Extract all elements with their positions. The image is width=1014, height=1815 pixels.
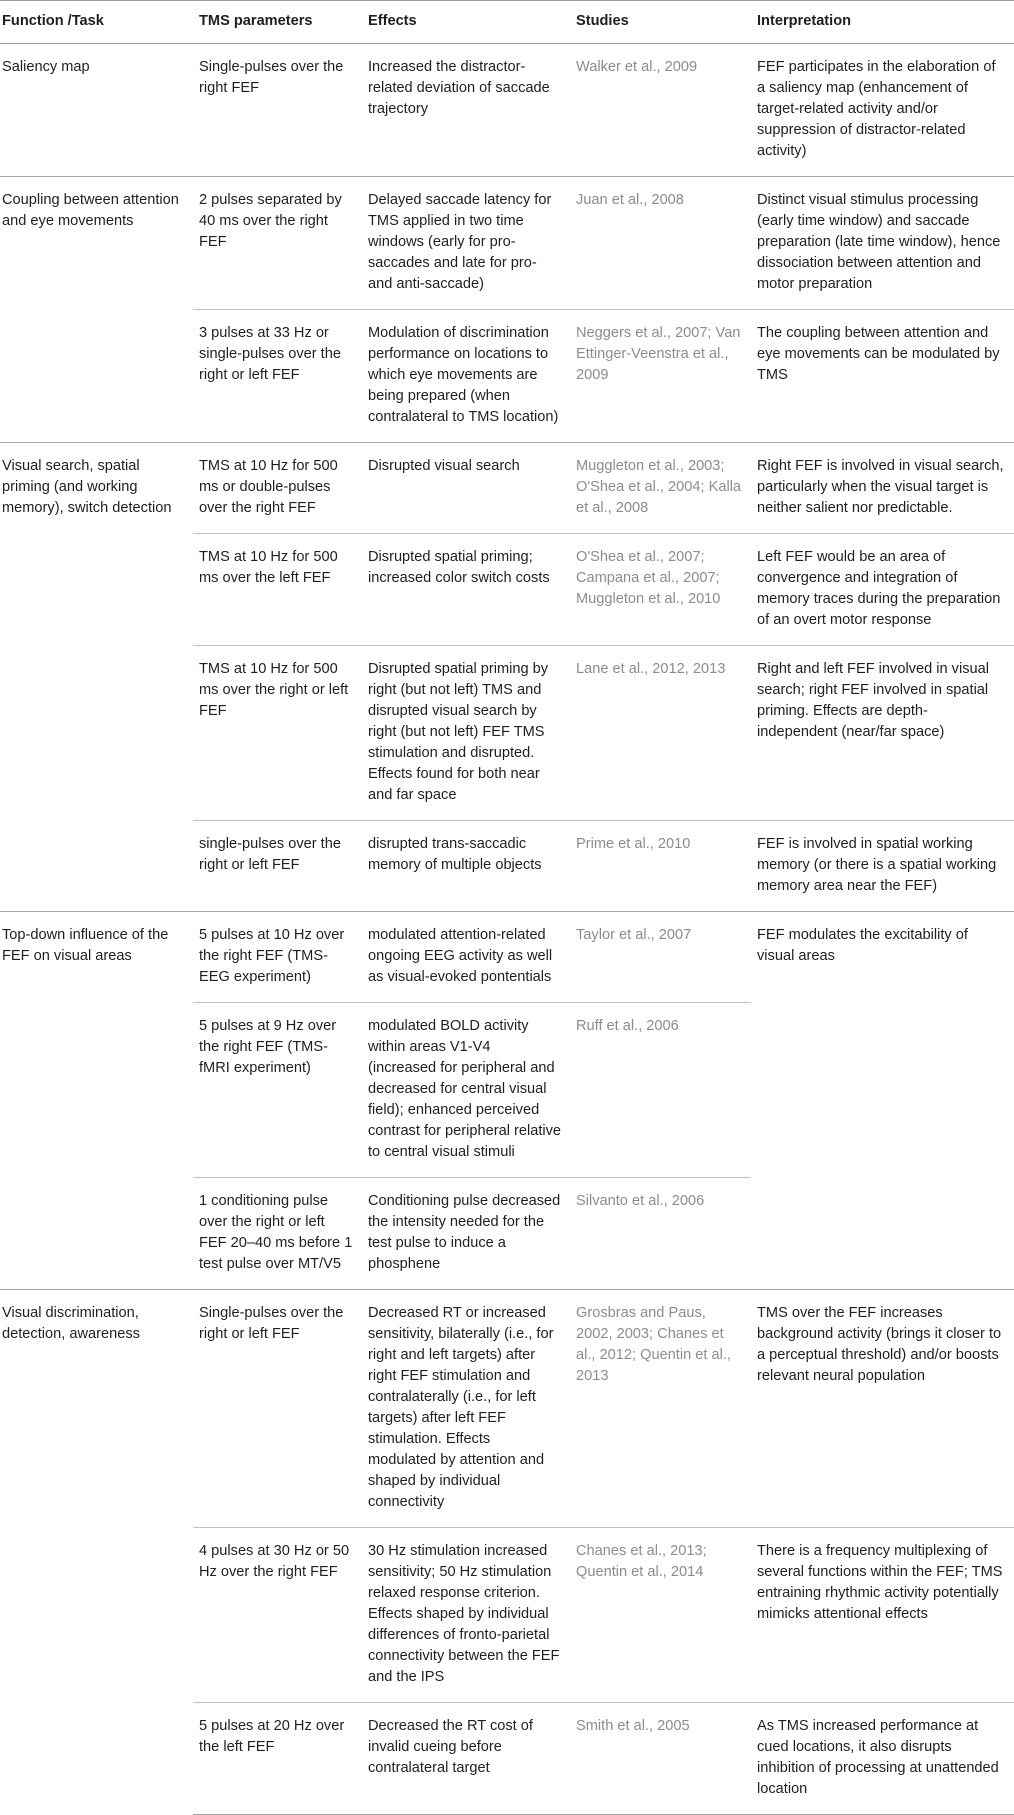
params-cell: 5 pulses at 20 Hz over the left FEF [193,1703,362,1815]
interpretation-cell: FEF modulates the excitability of visual areas [751,912,1014,1290]
header-row [0,1,1014,44]
effects-cell: Decreased RT or increased sensitivity, bilaterally (i.e., for right and left targets) after right FEF stimulation and contralaterally (i.e., for left targets) after left FEF stimulation. Effects modulated by attention and shaped by individual connectivity [362,1290,570,1528]
params-cell: 5 pulses at 10 Hz over the right FEF (TMS-EEG experiment) [193,912,362,1003]
table-row [0,44,1014,177]
interpretation-cell: FEF participates in the elaboration of a saliency map (enhancement of target-related activity and/or suppression of distractor-related activity) [751,44,1014,177]
effects-cell: 30 Hz stimulation increased sensitivity; 50 Hz stimulation relaxed response criterion. Effects shaped by individual differences of fronto-parietal connectivity between the FEF and the IPS [362,1528,570,1703]
params-cell: 5 pulses at 9 Hz over the right FEF (TMS-fMRI experiment) [193,1003,362,1178]
studies-cell: Prime et al., 2010 [570,821,751,912]
effects-cell: Disrupted visual search [362,443,570,534]
studies-cell: Walker et al., 2009 [570,44,751,177]
studies-cell: Juan et al., 2008 [570,177,751,310]
studies-cell: Muggleton et al., 2003; O'Shea et al., 2004; Kalla et al., 2008 [570,443,751,534]
table-row [0,912,1014,1003]
params-cell: 1 conditioning pulse over the right or left FEF 20–40 ms before 1 test pulse over MT/V5 [193,1178,362,1290]
table-row [0,177,1014,310]
studies-cell: Chanes et al., 2013; Quentin et al., 2014 [570,1528,751,1703]
function-cell: Visual discrimination, detection, awareness [0,1290,193,1815]
header-interpretation: Interpretation [751,1,1014,44]
header-effects: Effects [362,1,570,44]
studies-cell: Taylor et al., 2007 [570,912,751,1003]
params-cell: 4 pulses at 30 Hz or 50 Hz over the right FEF [193,1528,362,1703]
function-cell: Coupling between attention and eye movements [0,177,193,443]
effects-cell: modulated attention-related ongoing EEG activity as well as visual-evoked pontentials [362,912,570,1003]
interpretation-cell: Right and left FEF involved in visual search; right FEF involved in spatial priming. Effects are depth-independent (near/far space) [751,646,1014,821]
effects-cell: Disrupted spatial priming; increased color switch costs [362,534,570,646]
interpretation-cell: There is a frequency multiplexing of several functions within the FEF; TMS entraining rhythmic activity potentially mimicks attentional effects [751,1528,1014,1703]
table-row [0,443,1014,534]
studies-cell: Lane et al., 2012, 2013 [570,646,751,821]
effects-cell: Modulation of discrimination performance on locations to which eye movements are being prepared (when contralateral to TMS location) [362,310,570,443]
params-cell: Single-pulses over the right FEF [193,44,362,177]
interpretation-cell: Distinct visual stimulus processing (early time window) and saccade preparation (late time window), hence dissociation between attention and motor preparation [751,177,1014,310]
interpretation-cell: As TMS increased performance at cued locations, it also disrupts inhibition of processing at unattended location [751,1703,1014,1815]
studies-cell: Smith et al., 2005 [570,1703,751,1815]
params-cell: 3 pulses at 33 Hz or single-pulses over the right or left FEF [193,310,362,443]
params-cell: single-pulses over the right or left FEF [193,821,362,912]
studies-cell: Ruff et al., 2006 [570,1003,751,1178]
effects-cell: modulated BOLD activity within areas V1-V4 (increased for peripheral and decreased for central visual field); enhanced perceived contrast for peripheral relative to central visual stimuli [362,1003,570,1178]
params-cell: TMS at 10 Hz for 500 ms over the left FEF [193,534,362,646]
interpretation-cell: TMS over the FEF increases background activity (brings it closer to a perceptual threshold) and/or boosts relevant neural population [751,1290,1014,1528]
params-cell: 2 pulses separated by 40 ms over the right FEF [193,177,362,310]
function-cell: Top-down influence of the FEF on visual areas [0,912,193,1290]
table-row [0,1290,1014,1528]
params-cell: TMS at 10 Hz for 500 ms or double-pulses over the right FEF [193,443,362,534]
studies-cell: O'Shea et al., 2007; Campana et al., 2007; Muggleton et al., 2010 [570,534,751,646]
effects-cell: Disrupted spatial priming by right (but not left) TMS and disrupted visual search by right (but not left) FEF TMS stimulation and disrupted. Effects found for both near and far space [362,646,570,821]
params-cell: Single-pulses over the right or left FEF [193,1290,362,1528]
interpretation-cell: Left FEF would be an area of convergence and integration of memory traces during the preparation of an overt motor response [751,534,1014,646]
header-tms-parameters: TMS parameters [193,1,362,44]
studies-cell: Neggers et al., 2007; Van Ettinger-Veenstra et al., 2009 [570,310,751,443]
interpretation-cell: Right FEF is involved in visual search, particularly when the visual target is neither salient nor predictable. [751,443,1014,534]
effects-cell: Delayed saccade latency for TMS applied in two time windows (early for pro-saccades and late for pro- and anti-saccade) [362,177,570,310]
interpretation-cell: FEF is involved in spatial working memory (or there is a spatial working memory area near the FEF) [751,821,1014,912]
params-cell: TMS at 10 Hz for 500 ms over the right or left FEF [193,646,362,821]
interpretation-cell: The coupling between attention and eye movements can be modulated by TMS [751,310,1014,443]
effects-cell: Increased the distractor-related deviation of saccade trajectory [362,44,570,177]
studies-cell: Grosbras and Paus, 2002, 2003; Chanes et al., 2012; Quentin et al., 2013 [570,1290,751,1528]
header-function: Function /Task [0,1,193,44]
function-cell: Saliency map [0,44,193,177]
effects-cell: disrupted trans-saccadic memory of multiple objects [362,821,570,912]
header-studies: Studies [570,1,751,44]
effects-cell: Conditioning pulse decreased the intensity needed for the test pulse to induce a phosphene [362,1178,570,1290]
effects-cell: Decreased the RT cost of invalid cueing before contralateral target [362,1703,570,1815]
studies-cell: Silvanto et al., 2006 [570,1178,751,1290]
function-cell: Visual search, spatial priming (and working memory), switch detection [0,443,193,912]
